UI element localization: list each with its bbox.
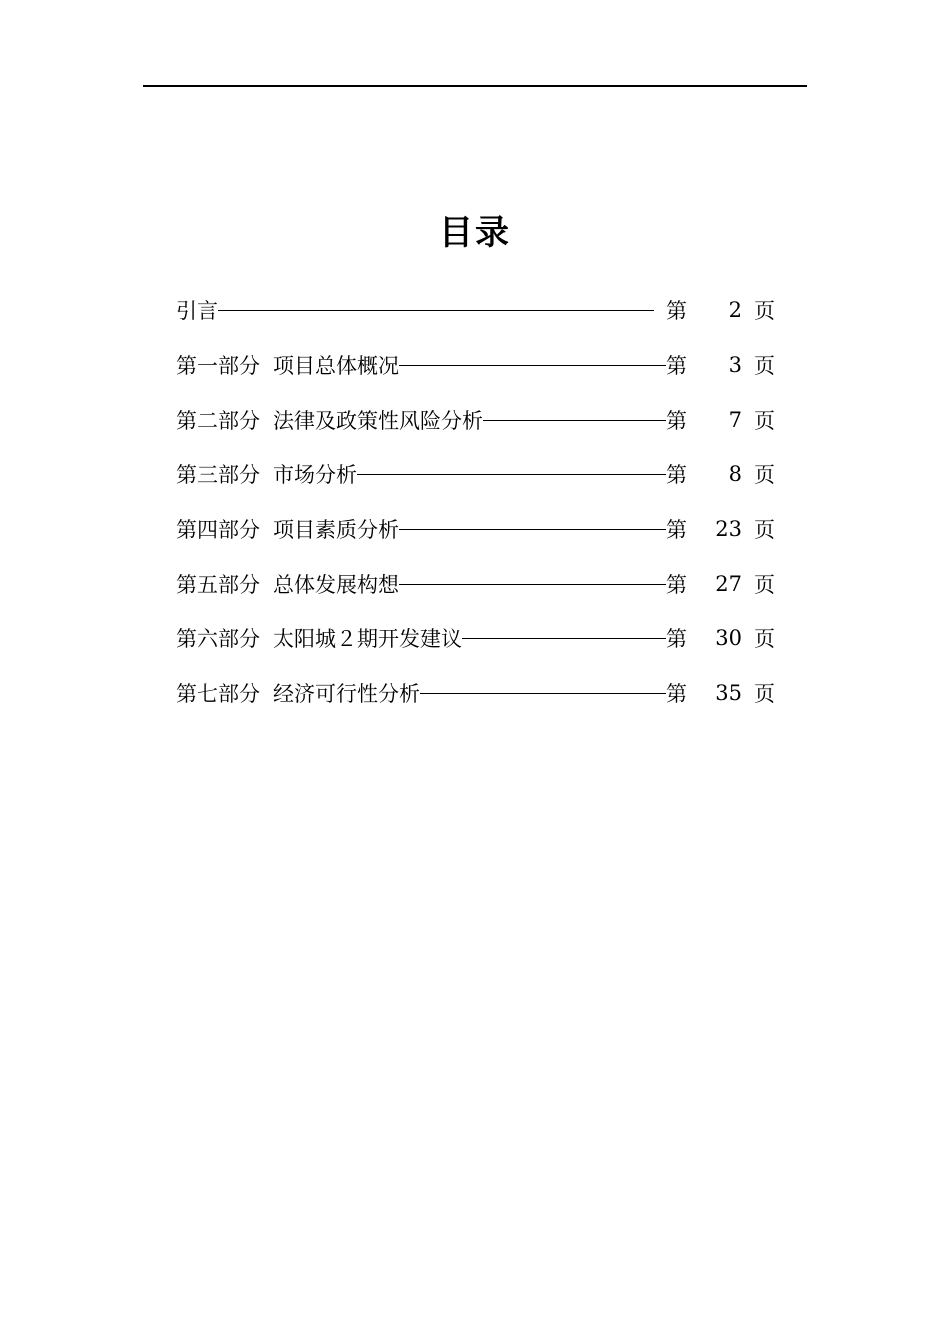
toc-page-prefix: 第 <box>666 408 687 433</box>
toc-page-suffix: 页 <box>754 463 775 488</box>
toc-page-suffix: 页 <box>754 627 775 652</box>
toc-leader-line <box>462 638 666 639</box>
toc-page-number: 8 <box>728 462 742 487</box>
toc-page-number: 27 <box>715 571 742 596</box>
toc-section-name: 经济可行性分析 <box>273 682 420 707</box>
toc-part-label: 第四部分 <box>176 518 260 543</box>
toc-entry-part-1[interactable] <box>176 338 776 393</box>
toc-part-label: 第三部分 <box>176 463 260 488</box>
toc-page-suffix: 页 <box>754 572 775 597</box>
toc-entry-part-4[interactable] <box>176 502 776 557</box>
toc-leader-line <box>218 310 654 311</box>
toc-page-number: 3 <box>728 353 742 378</box>
toc-part-label: 第七部分 <box>176 682 260 707</box>
toc-page-prefix: 第 <box>666 682 687 707</box>
toc-page-number: 30 <box>715 626 742 651</box>
toc-page-suffix: 页 <box>754 408 775 433</box>
toc-leader-line <box>483 420 666 421</box>
toc-page-number: 35 <box>715 681 742 706</box>
toc-section-name: 项目素质分析 <box>273 518 399 543</box>
toc-section-name: 市场分析 <box>273 463 357 488</box>
toc-entry-part-5[interactable] <box>176 556 776 611</box>
toc-entry-part-6[interactable] <box>176 611 776 666</box>
toc-page-suffix: 页 <box>754 682 775 707</box>
toc-page-suffix: 页 <box>754 354 775 379</box>
toc-entry-part-3[interactable] <box>176 447 776 502</box>
toc-page-suffix: 页 <box>754 518 775 543</box>
toc-section-name: 项目总体概况 <box>273 354 399 379</box>
toc-page-prefix: 第 <box>666 463 687 488</box>
toc-entry-intro[interactable] <box>176 283 776 338</box>
toc-part-label: 第五部分 <box>176 572 260 597</box>
toc-page-number: 2 <box>728 298 742 323</box>
toc-page-suffix: 页 <box>754 299 775 324</box>
toc-section-name: 总体发展构想 <box>273 572 399 597</box>
toc-page-number: 7 <box>728 407 742 432</box>
toc-part-label: 第六部分 <box>176 627 260 652</box>
toc-part-label: 第二部分 <box>176 408 260 433</box>
toc-section-name: 引言 <box>176 299 218 324</box>
toc-page-prefix: 第 <box>666 354 687 379</box>
toc-page-number: 23 <box>715 517 742 542</box>
toc-page-prefix: 第 <box>666 627 687 652</box>
toc-leader-line <box>420 693 666 694</box>
toc-page-prefix: 第 <box>666 518 687 543</box>
page-title: 目录 <box>439 213 511 253</box>
toc-leader-line <box>399 365 666 366</box>
header-rule <box>143 85 807 87</box>
toc-section-name: 太阳城２期开发建议 <box>273 627 462 652</box>
toc-section-name: 法律及政策性风险分析 <box>273 408 483 433</box>
toc-entry-part-7[interactable] <box>176 666 776 721</box>
toc-leader-line <box>357 474 666 475</box>
toc-leader-line <box>399 529 666 530</box>
toc-part-label: 第一部分 <box>176 354 260 379</box>
toc-leader-line <box>399 584 666 585</box>
toc-page-prefix: 第 <box>666 299 687 324</box>
toc-page-prefix: 第 <box>666 572 687 597</box>
table-of-contents <box>176 283 776 721</box>
toc-entry-part-2[interactable] <box>176 392 776 447</box>
